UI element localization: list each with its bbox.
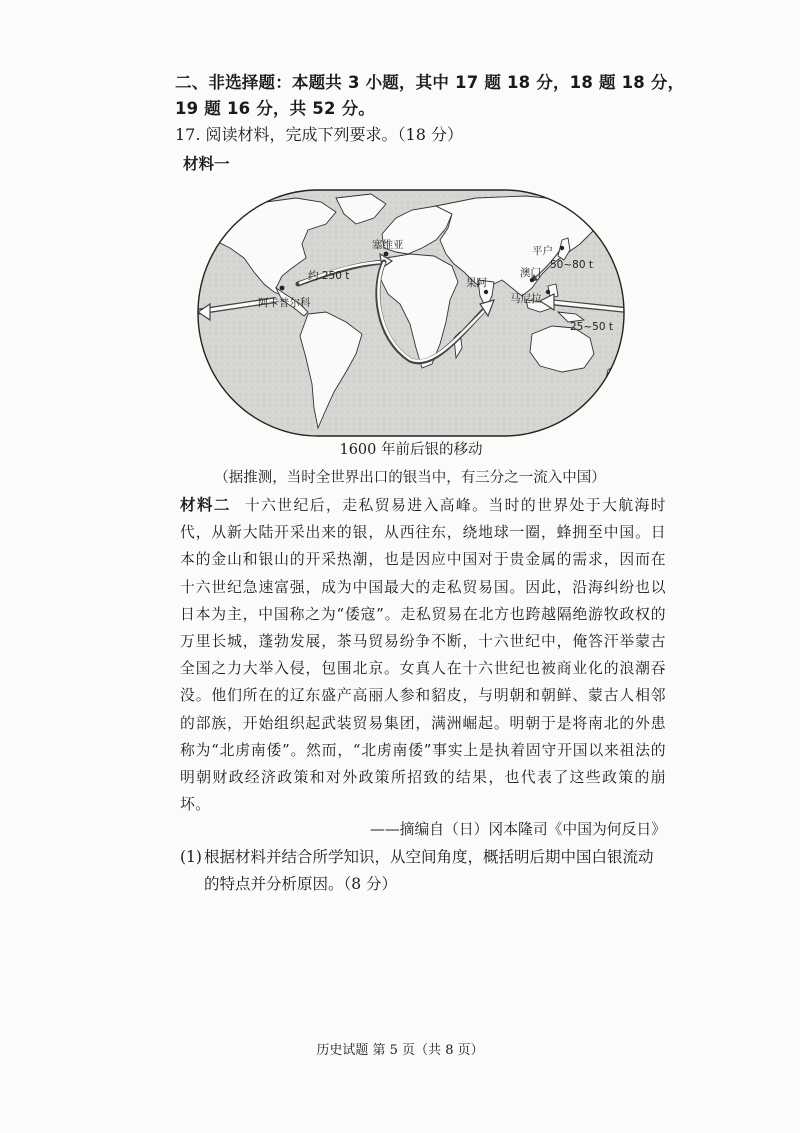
subquestion-text-line1: 根据材料并结合所学知识，从空间角度，概括明后期中国白银流动 (204, 848, 654, 866)
silver-flow-map (196, 188, 626, 438)
world-map-svg (196, 188, 626, 438)
subquestion-text-line2: 的特点并分析原因。（8 分） (204, 875, 398, 893)
label-25-50t: 25~50 t (570, 321, 613, 333)
seville-marker (384, 252, 389, 257)
material2-text: 十六世纪后，走私贸易进入高峰。当时的世界处于大航海时代，从新大陆开采出来的银，从西往东，绕地球一圈，蜂拥至中国。日本的金山和银山的开采热潮，也是因应中国对于贵金属的需求，因而在十六世纪急速富强，成为中国最大的走私贸易国。因此，沿海纠纷也以日本为主，中国称之为“倭寇”。走私贸易在北方也跨越隔绝游牧政权的万里长城，蓬勃发展，茶马贸易纷争不断，十六世纪中，俺答汗举蒙古全国之力大举入侵，包围北京。女真人在十六世纪也被商业化的浪潮吞没。他们所在的辽东盛产高丽人参和貂皮，与明朝和朝鲜、蒙古人相邻的部族，开始组织起武装贸易集团，满洲崛起。明朝于是将南北的外患称为“北虏南倭”。然而，“北虏南倭”事实上是执着固守开国以来祖法的明朝财政经济政策和对外政策所招致的结果，也代表了这些政策的崩坏。 (180, 497, 666, 814)
hirado-marker (560, 246, 564, 250)
material2-block (180, 492, 666, 818)
subquestion-1 (180, 844, 670, 898)
label-hirado: 平户 (532, 245, 553, 257)
label-seville: 塞维亚 (372, 239, 404, 251)
question-title: 17. 阅读材料，完成下列要求。（18 分） (175, 125, 463, 144)
manila-marker (546, 290, 550, 294)
map-caption: 1600 年前后银的移动 (339, 442, 483, 458)
page-footer: 历史试题 第 5 页（共 8 页） (316, 1043, 484, 1058)
label-manila: 马尼拉 (510, 293, 542, 305)
material2-label: 材料二 (180, 496, 231, 514)
acapulco-marker (280, 286, 285, 291)
label-macau: 澳门 (520, 267, 541, 279)
goa-marker (484, 290, 488, 294)
label-goa: 果阿 (466, 277, 487, 289)
material2-source: ——摘编自（日）冈本隆司《中国为何反日》 (370, 821, 666, 838)
subquestion-number: (1) (180, 848, 202, 866)
map-note: （据推测，当时全世界出口的银当中，有三分之一流入中国） (214, 470, 606, 486)
section-heading: 二、非选择题：本题共 3 小题，其中 17 题 18 分，18 题 18 分，19 题 16 分，共 52 分。 (175, 73, 685, 118)
material1-label: 材料一 (183, 155, 230, 173)
label-50-80t: 50~80 t (550, 259, 593, 271)
label-acapulco: 阿卡普尔科 (258, 297, 311, 309)
label-approx-250t: 约 250 t (308, 270, 350, 282)
